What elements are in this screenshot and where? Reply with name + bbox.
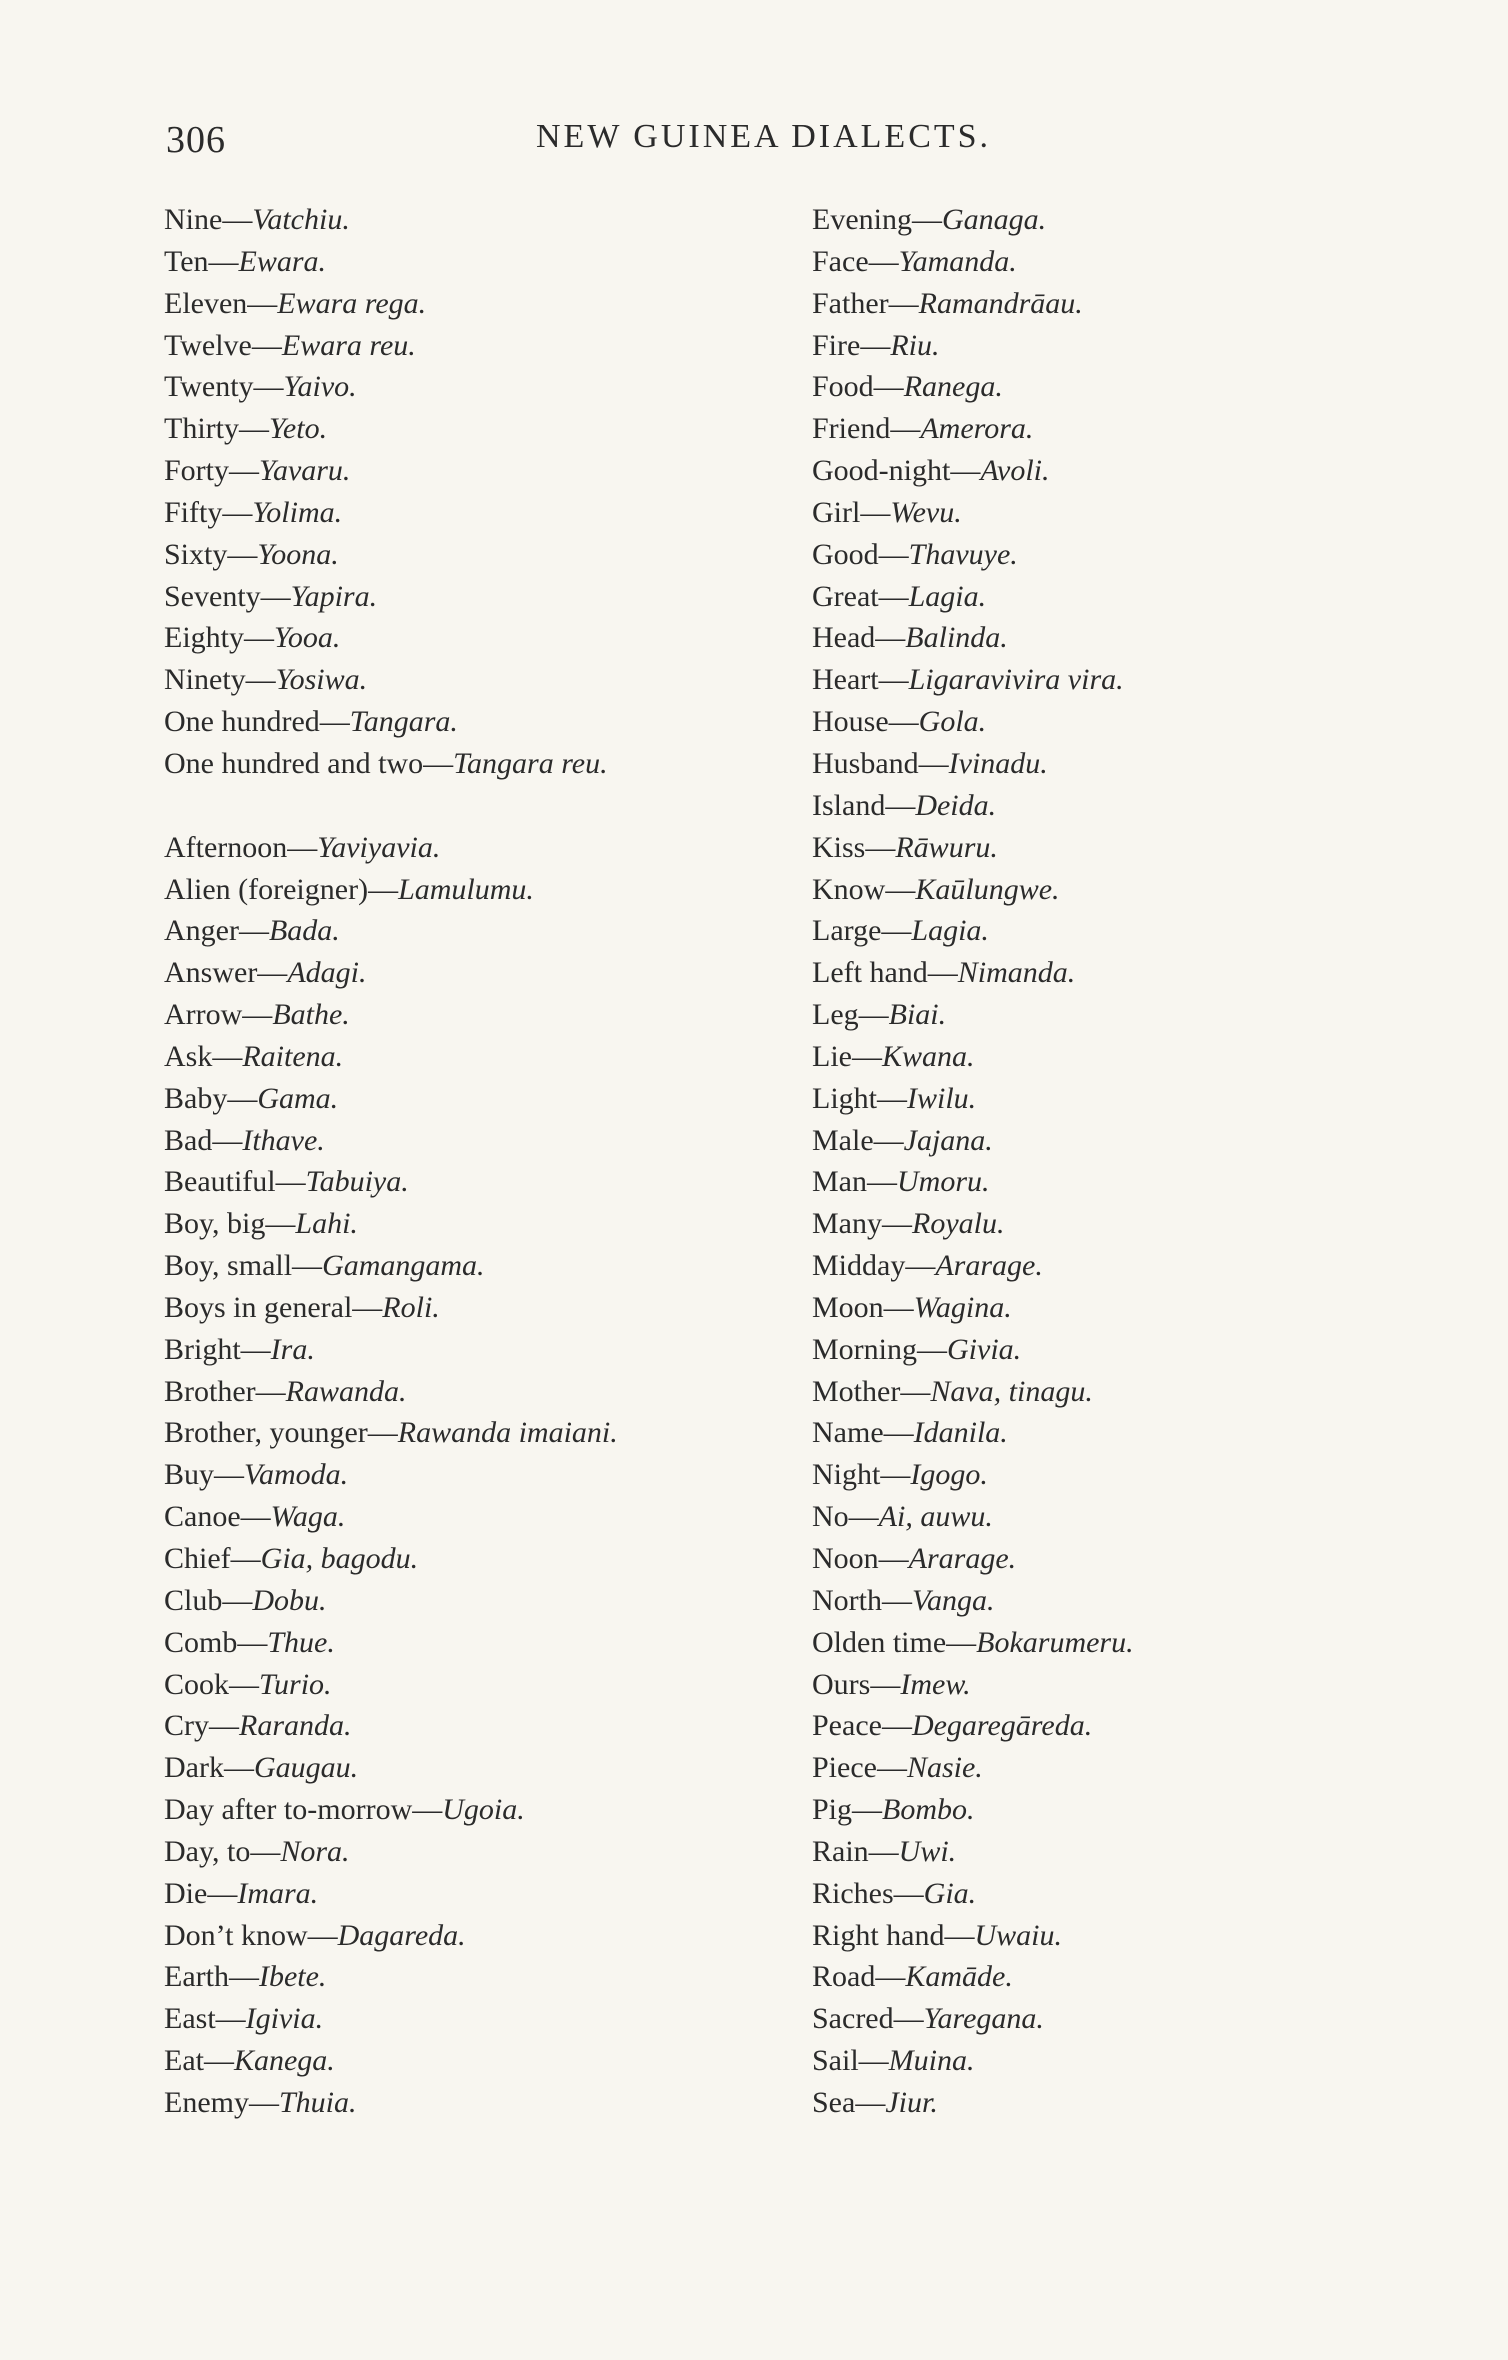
vocabulary-entry	[812, 450, 1134, 492]
english-term: Sixty—	[164, 537, 258, 571]
vocabulary-entry	[164, 408, 618, 450]
native-word: Muina.	[888, 2044, 975, 2078]
english-term: Good—	[812, 537, 909, 571]
native-word: Gamangama.	[322, 1249, 485, 1283]
english-term: Island—	[812, 788, 916, 822]
native-word: Ibete.	[258, 1960, 327, 1994]
vocabulary-entry	[164, 1747, 618, 1789]
vocabulary-entry	[812, 785, 1134, 827]
vocabulary-entry	[164, 283, 618, 325]
english-term: Alien (foreigner)—	[164, 872, 399, 906]
native-word: Roli.	[382, 1290, 440, 1324]
vocabulary-entry	[164, 1245, 618, 1287]
english-term: Ninety—	[164, 663, 276, 697]
native-word: Ithave.	[242, 1123, 325, 1157]
right-vocabulary-column	[812, 199, 1134, 2124]
native-word: Ivinadu.	[948, 746, 1048, 780]
vocabulary-entry	[164, 2040, 618, 2082]
vocabulary-entry	[164, 910, 618, 952]
native-word: Riu.	[890, 328, 940, 362]
native-word: Nimanda.	[957, 956, 1076, 990]
native-word: Gama.	[257, 1081, 339, 1115]
english-term: Enemy—	[164, 2085, 279, 2119]
english-term: Comb—	[164, 1625, 268, 1659]
native-word: Yapira.	[290, 579, 378, 613]
vocabulary-entry	[164, 1538, 618, 1580]
native-word: Bada.	[268, 914, 340, 948]
vocabulary-entry	[812, 994, 1134, 1036]
vocabulary-entry	[812, 366, 1134, 408]
english-term: Twelve—	[164, 328, 282, 362]
english-term: Father—	[812, 286, 919, 320]
english-term: Beautiful—	[164, 1165, 306, 1199]
english-term: Olden time—	[812, 1625, 977, 1659]
native-word: Yaviyavia.	[317, 830, 441, 864]
vocabulary-entry	[812, 617, 1134, 659]
english-term: Eleven—	[164, 286, 278, 320]
native-word: Yavaru.	[259, 454, 351, 488]
native-word: Turio.	[259, 1667, 332, 1701]
native-word: Gia.	[923, 1876, 977, 1910]
english-term: North—	[812, 1583, 912, 1617]
native-word: Iwilu.	[907, 1081, 977, 1115]
vocabulary-entry	[812, 1036, 1134, 1078]
english-term: Eat—	[164, 2044, 234, 2078]
english-term: Head—	[812, 621, 906, 655]
vocabulary-entry	[812, 1831, 1134, 1873]
english-term: Cry—	[164, 1709, 239, 1743]
english-term: Arrow—	[164, 998, 273, 1032]
native-word: Tangara.	[349, 705, 458, 739]
native-word: Lagia.	[911, 914, 989, 948]
native-word: Ganaga.	[941, 203, 1047, 236]
english-term: Face—	[812, 244, 899, 278]
vocabulary-entry	[812, 1203, 1134, 1245]
vocabulary-entry	[812, 869, 1134, 911]
native-word: Wagina.	[913, 1290, 1012, 1324]
english-term: Lie—	[812, 1039, 882, 1073]
english-term: House—	[812, 705, 919, 739]
native-word: Wevu.	[890, 495, 962, 529]
vocabulary-entry	[164, 1622, 618, 1664]
vocabulary-entry	[812, 534, 1134, 576]
english-term: Cook—	[164, 1667, 260, 1701]
english-term: Boy, small—	[164, 1249, 323, 1283]
english-term: Kiss—	[812, 830, 896, 864]
vocabulary-entry	[164, 1789, 618, 1831]
english-term: Baby—	[164, 1081, 258, 1115]
english-term: Heart—	[812, 663, 909, 697]
vocabulary-entry	[164, 1915, 618, 1957]
english-term: Day, to—	[164, 1834, 281, 1868]
english-term: Friend—	[812, 412, 921, 446]
native-word: Nava, tinagu.	[930, 1374, 1093, 1408]
english-term: Bad—	[164, 1123, 243, 1157]
english-term: No—	[812, 1500, 879, 1534]
vocabulary-entry	[812, 1622, 1134, 1664]
vocabulary-entry	[812, 1580, 1134, 1622]
vocabulary-entry	[164, 1371, 618, 1413]
english-term: Answer—	[164, 956, 288, 990]
english-term: Chief—	[164, 1542, 261, 1575]
vocabulary-entry	[812, 241, 1134, 283]
vocabulary-entry	[164, 1454, 618, 1496]
native-word: Rāwuru.	[895, 830, 998, 864]
vocabulary-entry	[164, 2082, 618, 2124]
native-word: Vanga.	[912, 1583, 995, 1617]
english-term: Pig—	[812, 1793, 883, 1827]
english-term: Nine—	[164, 203, 253, 236]
native-word: Adagi.	[287, 956, 367, 990]
english-term: Morning—	[812, 1332, 947, 1366]
native-word: Lamulumu.	[398, 872, 534, 906]
vocabulary-entry	[164, 827, 618, 869]
native-word: Yoona.	[257, 537, 339, 571]
vocabulary-entry	[812, 701, 1134, 743]
english-term: Name—	[812, 1416, 914, 1450]
english-term: Boy, big—	[164, 1207, 296, 1241]
english-term: Fifty—	[164, 495, 253, 529]
native-word: Yaregana.	[923, 2002, 1044, 2036]
english-term: Thirty—	[164, 412, 269, 446]
vocabulary-entry	[164, 576, 618, 618]
english-term: Ten—	[164, 244, 239, 278]
english-term: Ours—	[812, 1667, 901, 1701]
native-word: Tabuiya.	[305, 1165, 409, 1199]
english-term: One hundred—	[164, 705, 350, 739]
english-term: Sail—	[812, 2044, 889, 2078]
left-vocabulary-column	[164, 199, 618, 2124]
vocabulary-entry	[164, 325, 618, 367]
vocabulary-entry	[164, 701, 618, 743]
vocabulary-entry	[812, 199, 1134, 241]
vocabulary-entry	[812, 1329, 1134, 1371]
native-word: Igivia.	[245, 2002, 324, 2036]
english-term: Noon—	[812, 1542, 909, 1575]
english-term: Afternoon—	[164, 830, 318, 864]
english-term: Sacred—	[812, 2002, 924, 2036]
native-word: Bombo.	[882, 1793, 975, 1827]
vocabulary-entry	[812, 1747, 1134, 1789]
native-word: Nasie.	[906, 1751, 983, 1785]
vocabulary-entry	[812, 408, 1134, 450]
vocabulary-entry	[164, 952, 618, 994]
vocabulary-entry	[164, 1161, 618, 1203]
vocabulary-entry	[164, 1873, 618, 1915]
native-word: Dagareda.	[337, 1918, 466, 1952]
native-word: Waga.	[270, 1500, 346, 1534]
english-term: Twenty—	[164, 370, 284, 404]
vocabulary-entry	[164, 1998, 618, 2040]
section-gap	[164, 785, 618, 827]
english-term: Rain—	[812, 1834, 899, 1868]
native-word: Yooa.	[274, 621, 341, 655]
vocabulary-entry	[164, 1203, 618, 1245]
native-word: Royalu.	[912, 1207, 1005, 1241]
vocabulary-entry	[164, 534, 618, 576]
vocabulary-entry	[164, 1956, 618, 1998]
vocabulary-entry	[164, 659, 618, 701]
native-word: Ira.	[270, 1332, 315, 1366]
vocabulary-entry	[812, 910, 1134, 952]
english-term: Earth—	[164, 1960, 259, 1994]
english-term: East—	[164, 2002, 246, 2036]
vocabulary-entry	[812, 1412, 1134, 1454]
native-word: Kamāde.	[905, 1960, 1013, 1994]
native-word: Gola.	[918, 705, 987, 739]
english-term: Leg—	[812, 998, 889, 1032]
native-word: Ai, auwu.	[878, 1500, 993, 1534]
english-term: Seventy—	[164, 579, 291, 613]
native-word: Thue.	[267, 1625, 335, 1659]
english-term: Die—	[164, 1876, 238, 1910]
vocabulary-entry	[812, 1120, 1134, 1162]
native-word: Thuia.	[278, 2085, 357, 2119]
native-word: Gaugau.	[253, 1751, 359, 1785]
native-word: Ramandrāau.	[918, 286, 1083, 320]
native-word: Lagia.	[908, 579, 987, 613]
native-word: Avoli.	[980, 454, 1050, 488]
native-word: Umoru.	[897, 1165, 990, 1199]
native-word: Thavuye.	[908, 537, 1018, 571]
native-word: Deida.	[915, 788, 997, 822]
english-term: Mother—	[812, 1374, 931, 1408]
native-word: Rawanda imaiani.	[397, 1416, 618, 1450]
english-term: Forty—	[164, 454, 260, 488]
vocabulary-entry	[812, 743, 1134, 785]
vocabulary-entry	[164, 1412, 618, 1454]
native-word: Ewara.	[238, 244, 327, 278]
vocabulary-entry	[812, 1371, 1134, 1413]
english-term: Club—	[164, 1583, 253, 1617]
native-word: Tangara reu.	[453, 746, 608, 780]
english-term: Good-night—	[812, 454, 981, 488]
native-word: Yeto.	[269, 412, 328, 446]
native-word: Uwi.	[898, 1834, 957, 1868]
english-term: Husband—	[812, 746, 949, 780]
english-term: Midday—	[812, 1249, 936, 1283]
vocabulary-entry	[812, 1998, 1134, 2040]
vocabulary-entry	[812, 1705, 1134, 1747]
native-word: Vamoda.	[244, 1458, 349, 1492]
english-term: Piece—	[812, 1751, 907, 1785]
native-word: Amerora.	[920, 412, 1034, 446]
native-word: Ararage.	[908, 1542, 1017, 1575]
vocabulary-entry	[164, 994, 618, 1036]
vocabulary-entry	[812, 576, 1134, 618]
vocabulary-entry	[812, 2082, 1134, 2124]
vocabulary-entry	[164, 1036, 618, 1078]
english-term: Buy—	[164, 1458, 245, 1492]
vocabulary-entry	[164, 1120, 618, 1162]
english-term: Sea—	[812, 2085, 886, 2119]
vocabulary-entry	[164, 1831, 618, 1873]
native-word: Yolima.	[252, 495, 343, 529]
english-term: Girl—	[812, 495, 891, 529]
english-term: Light—	[812, 1081, 907, 1115]
english-term: Anger—	[164, 914, 269, 948]
native-word: Bathe.	[272, 998, 350, 1032]
vocabulary-entry	[812, 492, 1134, 534]
english-term: Canoe—	[164, 1500, 271, 1534]
native-word: Ugoia.	[442, 1793, 525, 1827]
english-term: Don’t know—	[164, 1918, 338, 1952]
vocabulary-entry	[812, 827, 1134, 869]
native-word: Uwaiu.	[974, 1918, 1063, 1952]
native-word: Ranega.	[903, 370, 1003, 404]
vocabulary-entry	[812, 1664, 1134, 1706]
vocabulary-entry	[812, 659, 1134, 701]
native-word: Ararage.	[935, 1249, 1043, 1283]
native-word: Yaivo.	[283, 370, 357, 404]
vocabulary-entry	[164, 743, 618, 785]
native-word: Lahi.	[295, 1207, 358, 1241]
english-term: Ask—	[164, 1039, 243, 1073]
english-term: Left hand—	[812, 956, 958, 990]
vocabulary-entry	[164, 869, 618, 911]
native-word: Gia, bagodu.	[260, 1542, 419, 1575]
native-word: Ligaravivira vira.	[908, 663, 1124, 697]
english-term: Male—	[812, 1123, 904, 1157]
english-term: Bright—	[164, 1332, 271, 1366]
vocabulary-entry	[164, 1496, 618, 1538]
page-number: 306	[166, 119, 226, 161]
native-word: Igogo.	[910, 1458, 988, 1492]
vocabulary-entry	[164, 366, 618, 408]
native-word: Degaregāreda.	[911, 1709, 1093, 1743]
english-term: Peace—	[812, 1709, 912, 1743]
native-word: Idanila.	[913, 1416, 1008, 1450]
vocabulary-entry	[812, 1454, 1134, 1496]
native-word: Ewara reu.	[281, 328, 416, 362]
english-term: Boys in general—	[164, 1290, 383, 1324]
native-word: Nora.	[280, 1834, 350, 1868]
english-term: Moon—	[812, 1290, 914, 1324]
vocabulary-entry	[812, 283, 1134, 325]
vocabulary-entry	[164, 617, 618, 659]
vocabulary-entry	[164, 1664, 618, 1706]
native-word: Imew.	[900, 1667, 971, 1701]
native-word: Biai.	[888, 998, 947, 1032]
vocabulary-entry	[812, 325, 1134, 367]
vocabulary-entry	[164, 1329, 618, 1371]
native-word: Vatchiu.	[252, 203, 350, 236]
vocabulary-entry	[164, 450, 618, 492]
vocabulary-entry	[812, 952, 1134, 994]
vocabulary-entry	[164, 241, 618, 283]
native-word: Imara.	[237, 1876, 319, 1910]
native-word: Ewara rega.	[277, 286, 427, 320]
native-word: Givia.	[947, 1332, 1022, 1366]
english-term: Evening—	[812, 203, 942, 236]
native-word: Raranda.	[239, 1709, 352, 1743]
vocabulary-entry	[812, 1915, 1134, 1957]
vocabulary-entry	[164, 1287, 618, 1329]
native-word: Kwana.	[881, 1039, 975, 1073]
english-term: Food—	[812, 370, 904, 404]
vocabulary-entry	[164, 1078, 618, 1120]
running-head-title: NEW GUINEA DIALECTS.	[536, 118, 992, 155]
vocabulary-entry	[812, 1161, 1134, 1203]
native-word: Jajana.	[903, 1123, 993, 1157]
english-term: Dark—	[164, 1751, 254, 1785]
native-word: Kaūlungwe.	[915, 872, 1060, 906]
vocabulary-entry	[812, 1078, 1134, 1120]
english-term: Man—	[812, 1165, 897, 1199]
native-word: Raitena.	[242, 1039, 344, 1073]
english-term: Fire—	[812, 328, 891, 362]
native-word: Balinda.	[905, 621, 1008, 655]
english-term: Road—	[812, 1960, 906, 1994]
english-term: Great—	[812, 579, 909, 613]
english-term: Day after to-morrow—	[164, 1793, 443, 1827]
vocabulary-entry	[812, 1789, 1134, 1831]
english-term: Night—	[812, 1458, 911, 1492]
english-term: Right hand—	[812, 1918, 975, 1952]
native-word: Yamanda.	[898, 244, 1017, 278]
native-word: Kanega.	[233, 2044, 335, 2078]
native-word: Jiur.	[885, 2085, 938, 2119]
vocabulary-entry	[164, 492, 618, 534]
english-term: One hundred and two—	[164, 746, 454, 780]
english-term: Many—	[812, 1207, 912, 1241]
vocabulary-entry	[812, 1496, 1134, 1538]
vocabulary-entry	[812, 1287, 1134, 1329]
english-term: Brother—	[164, 1374, 286, 1408]
vocabulary-entry	[164, 199, 618, 241]
vocabulary-entry	[164, 1580, 618, 1622]
english-term: Brother, younger—	[164, 1416, 398, 1450]
vocabulary-entry	[812, 1538, 1134, 1580]
english-term: Know—	[812, 872, 916, 906]
english-term: Eighty—	[164, 621, 274, 655]
english-term: Large—	[812, 914, 912, 948]
vocabulary-entry	[812, 2040, 1134, 2082]
vocabulary-entry	[812, 1245, 1134, 1287]
native-word: Bokarumeru.	[976, 1625, 1134, 1659]
vocabulary-entry	[812, 1956, 1134, 1998]
native-word: Dobu.	[252, 1583, 327, 1617]
native-word: Yosiwa.	[275, 663, 368, 697]
english-term: Riches—	[812, 1876, 924, 1910]
native-word: Rawanda.	[285, 1374, 407, 1408]
vocabulary-entry	[812, 1873, 1134, 1915]
vocabulary-entry	[164, 1705, 618, 1747]
